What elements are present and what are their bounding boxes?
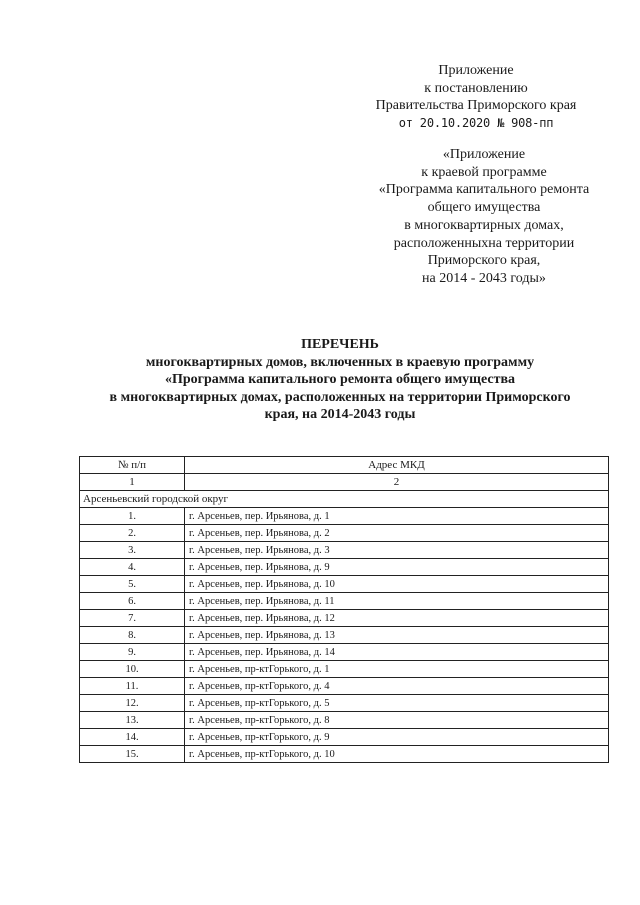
row-address: г. Арсеньев, пр-ктГорького, д. 4 bbox=[185, 678, 609, 695]
col-address-index: 2 bbox=[185, 474, 609, 491]
appendix-to-resolution: к постановлению bbox=[424, 80, 528, 96]
heading-line: в многоквартирных домах, расположенных на территории Приморского bbox=[109, 389, 571, 405]
heading-line: многоквартирных домов, включенных в краевую программу bbox=[145, 354, 535, 370]
appendix-block bbox=[360, 62, 592, 132]
table-row bbox=[80, 542, 609, 559]
heading-line: края, на 2014-2043 годы bbox=[264, 407, 416, 422]
program-note-line: «Программа капитального ремонта bbox=[378, 182, 590, 198]
program-note-line: Приморского края, bbox=[427, 253, 541, 269]
heading-line: «Программа капитального ремонта общего имущества bbox=[164, 372, 516, 387]
program-note bbox=[358, 146, 610, 288]
row-address: г. Арсеньев, пр-ктГорького, д. 9 bbox=[185, 729, 609, 746]
appendix-government: Правительства Приморского края bbox=[375, 98, 577, 113]
row-number: 13. bbox=[80, 712, 185, 729]
program-note-line: в многоквартирных домах, bbox=[404, 217, 564, 233]
program-note-line: «Приложение bbox=[442, 147, 526, 162]
table-row bbox=[80, 678, 609, 695]
group-title: Арсеньевский городской округ bbox=[80, 491, 609, 508]
program-note-line: расположенныхна территории bbox=[393, 235, 575, 251]
program-note-line: общего имущества bbox=[427, 200, 541, 216]
row-number: 12. bbox=[80, 695, 185, 712]
table-row bbox=[80, 593, 609, 610]
table-row bbox=[80, 576, 609, 593]
table-row bbox=[80, 695, 609, 712]
col-number-header: № п/п bbox=[80, 457, 185, 474]
table-row bbox=[80, 644, 609, 661]
col-number-index: 1 bbox=[80, 474, 185, 491]
col-address-header: Адрес МКД bbox=[185, 457, 609, 474]
table-row bbox=[80, 508, 609, 525]
table-row bbox=[80, 729, 609, 746]
row-address: г. Арсеньев, пер. Ирьянова, д. 11 bbox=[185, 593, 609, 610]
document-heading bbox=[60, 336, 620, 424]
row-address: г. Арсеньев, пер. Ирьянова, д. 13 bbox=[185, 627, 609, 644]
table-header-row bbox=[80, 457, 609, 474]
table-row bbox=[80, 627, 609, 644]
row-number: 10. bbox=[80, 661, 185, 678]
row-number: 2. bbox=[80, 525, 185, 542]
row-address: г. Арсеньев, пер. Ирьянова, д. 9 bbox=[185, 559, 609, 576]
row-address: г. Арсеньев, пр-ктГорького, д. 10 bbox=[185, 746, 609, 763]
row-number: 9. bbox=[80, 644, 185, 661]
table-body bbox=[80, 508, 609, 763]
row-address: г. Арсеньев, пер. Ирьянова, д. 14 bbox=[185, 644, 609, 661]
row-number: 5. bbox=[80, 576, 185, 593]
appendix-title: Приложение bbox=[438, 63, 514, 78]
row-address: г. Арсеньев, пер. Ирьянова, д. 10 bbox=[185, 576, 609, 593]
row-address: г. Арсеньев, пр-ктГорького, д. 5 bbox=[185, 695, 609, 712]
row-address: г. Арсеньев, пер. Ирьянова, д. 3 bbox=[185, 542, 609, 559]
program-note-line: к краевой программе bbox=[421, 164, 547, 180]
row-address: г. Арсеньев, пр-ктГорького, д. 1 bbox=[185, 661, 609, 678]
table-row bbox=[80, 525, 609, 542]
program-note-line: на 2014 - 2043 годы» bbox=[422, 270, 546, 286]
row-number: 4. bbox=[80, 559, 185, 576]
table-row bbox=[80, 712, 609, 729]
column-numbering-row bbox=[80, 474, 609, 491]
table-row bbox=[80, 610, 609, 627]
group-row bbox=[80, 491, 609, 508]
row-number: 14. bbox=[80, 729, 185, 746]
table-row bbox=[80, 661, 609, 678]
row-number: 15. bbox=[80, 746, 185, 763]
table-row bbox=[80, 746, 609, 763]
row-address: г. Арсеньев, пер. Ирьянова, д. 1 bbox=[185, 508, 609, 525]
row-number: 8. bbox=[80, 627, 185, 644]
heading-title: ПЕРЕЧЕНЬ bbox=[301, 337, 379, 352]
row-number: 3. bbox=[80, 542, 185, 559]
row-number: 1. bbox=[80, 508, 185, 525]
decree-number: от 20.10.2020 № 908-пп bbox=[398, 115, 554, 130]
row-address: г. Арсеньев, пр-ктГорького, д. 8 bbox=[185, 712, 609, 729]
table-row bbox=[80, 559, 609, 576]
row-address: г. Арсеньев, пер. Ирьянова, д. 2 bbox=[185, 525, 609, 542]
row-number: 6. bbox=[80, 593, 185, 610]
row-number: 7. bbox=[80, 610, 185, 627]
row-address: г. Арсеньев, пер. Ирьянова, д. 12 bbox=[185, 610, 609, 627]
mkd-table bbox=[79, 456, 609, 763]
row-number: 11. bbox=[80, 678, 185, 695]
